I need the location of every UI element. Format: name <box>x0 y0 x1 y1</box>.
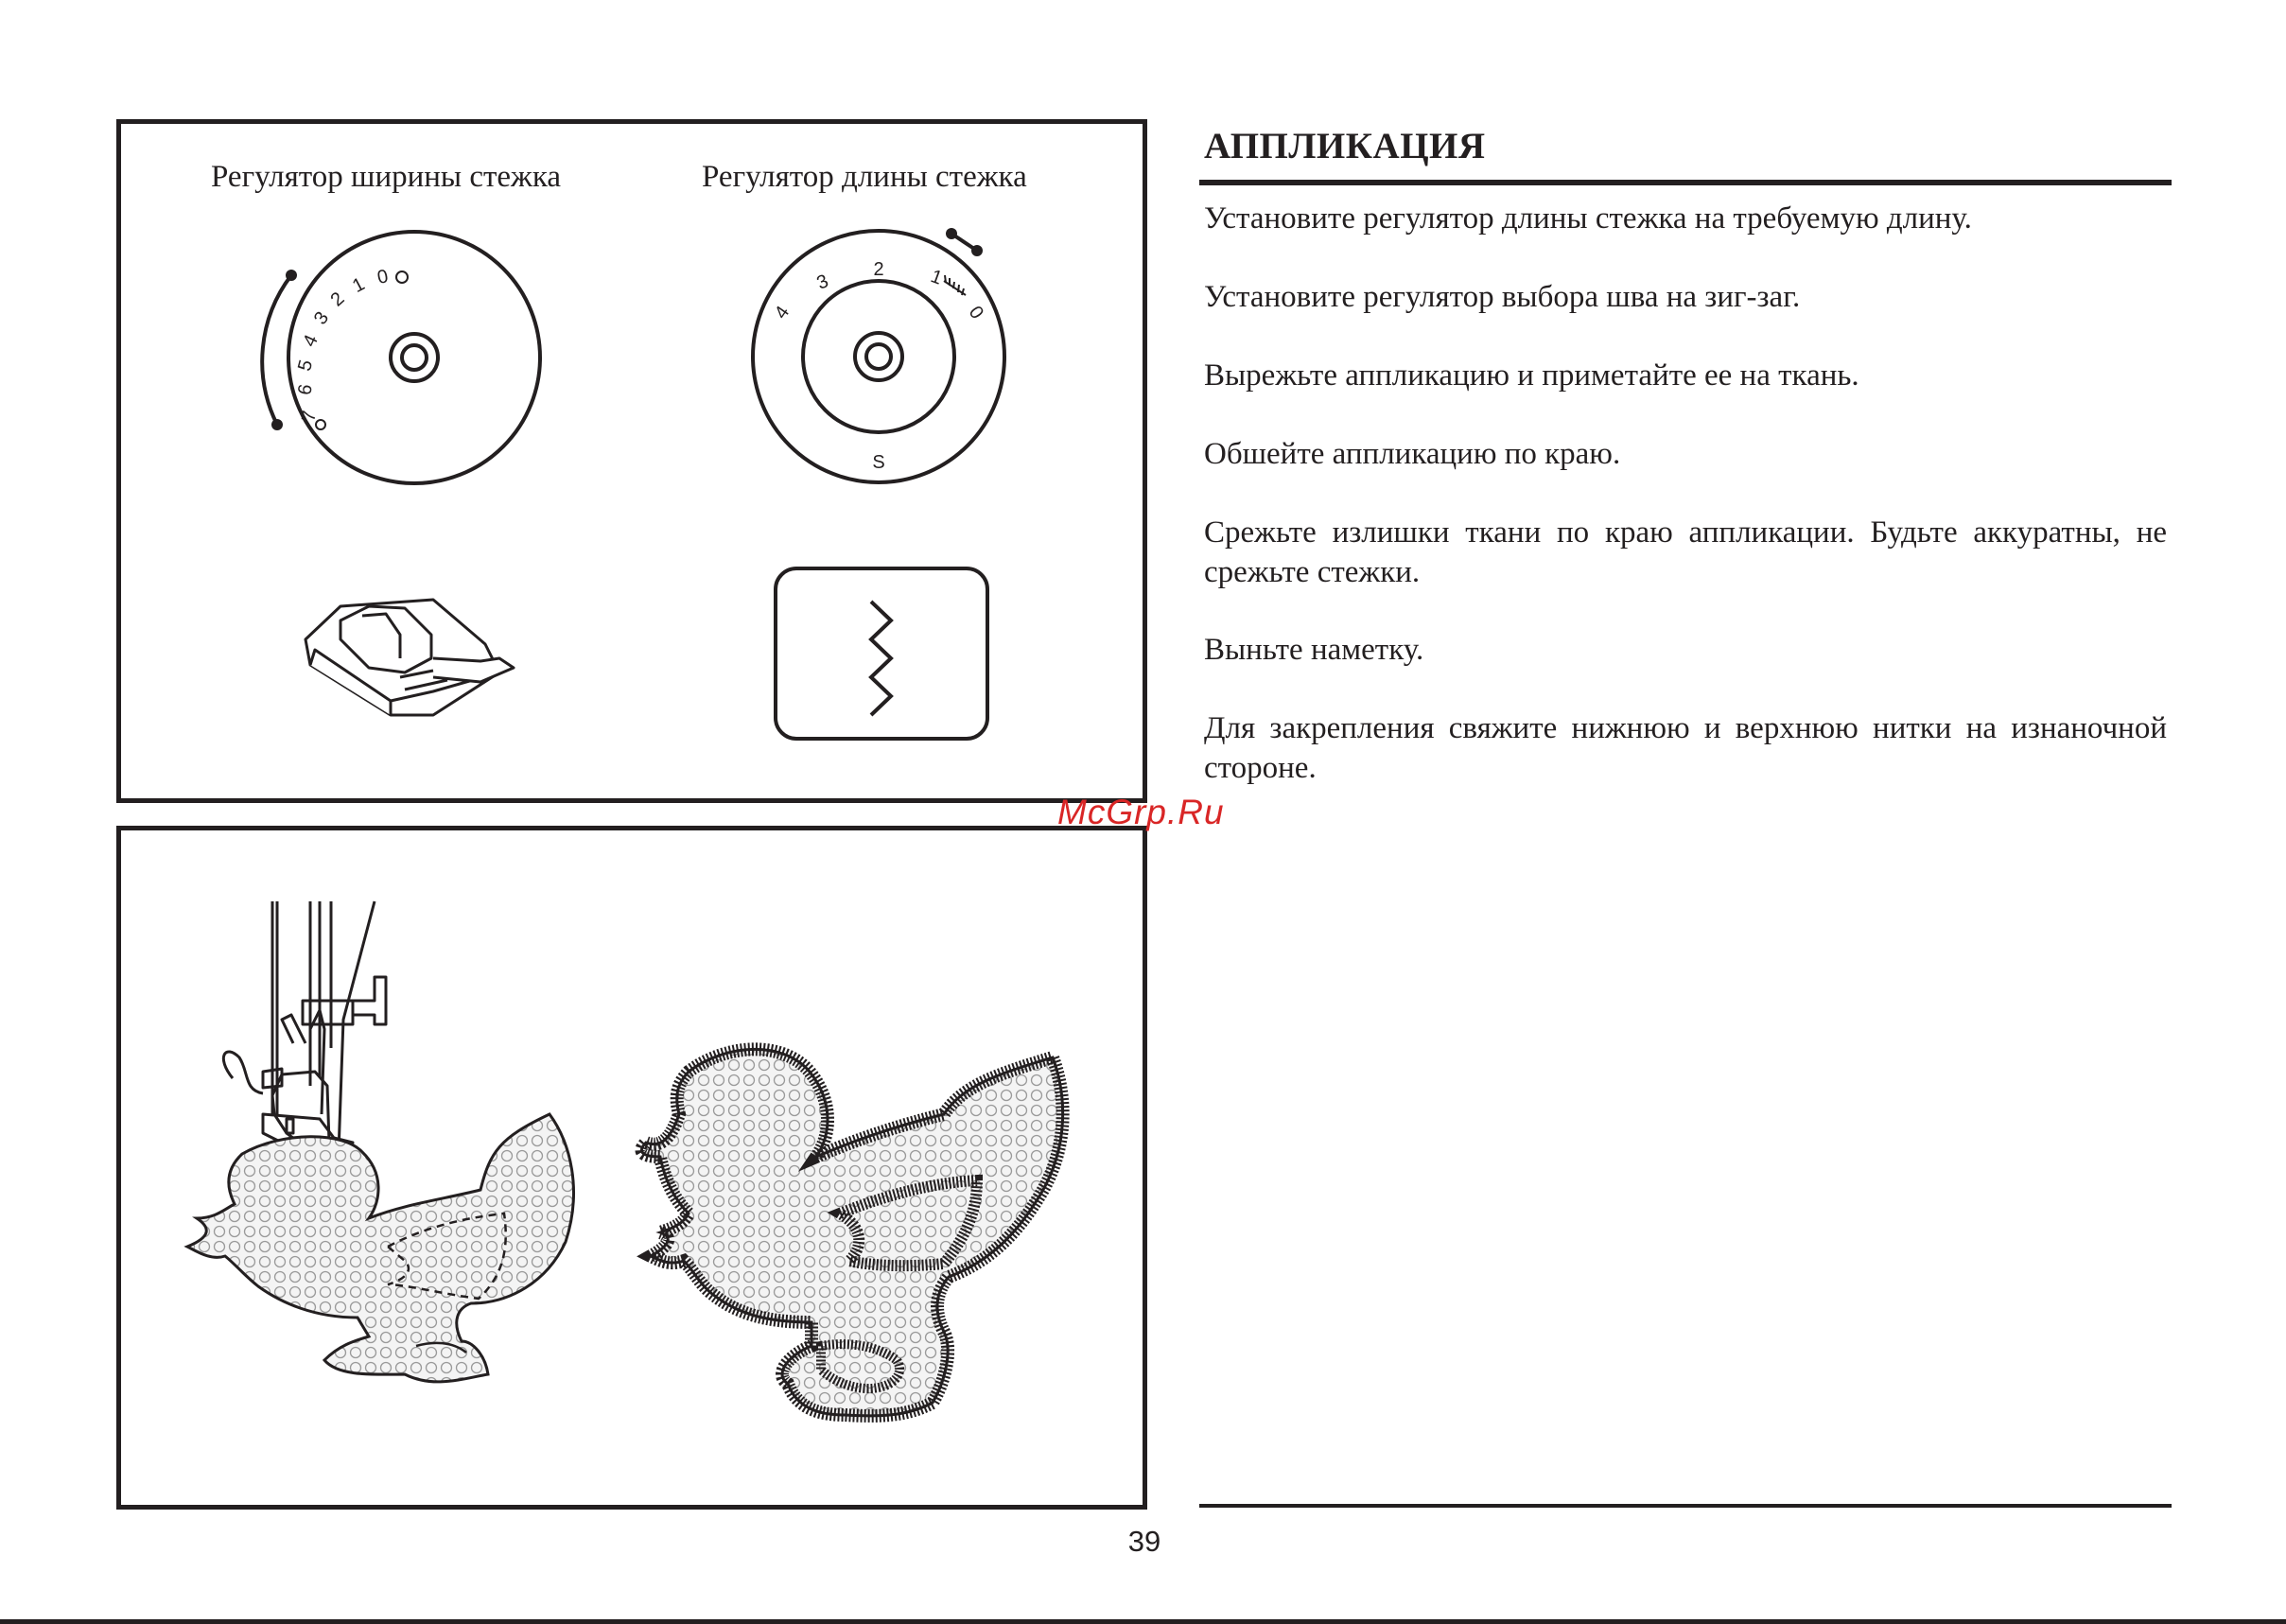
length-mark: 2 <box>873 259 884 280</box>
width-mark: 0 <box>375 266 391 289</box>
title-divider <box>1199 180 2172 185</box>
instruction-paragraph: Срежьте излишки ткани по краю аппликации. Будьте аккуратны, не срежьте стежки. <box>1204 515 2167 589</box>
duck-applique-finished-icon <box>641 1049 1062 1416</box>
width-mark: 3 <box>309 307 334 329</box>
width-mark: 1 <box>349 273 369 298</box>
width-mark: 5 <box>294 358 318 374</box>
applique-illustration-panel <box>116 826 1147 1510</box>
instruction-paragraph: Вырежьте аппликацию и приметайте ее на ткань. <box>1204 358 1859 393</box>
length-regulator-label: Регулятор длины стежка <box>702 160 1027 194</box>
zigzag-foot-icon <box>305 600 514 715</box>
section-title: АППЛИКАЦИЯ <box>1204 126 1486 166</box>
width-mark: 7 <box>298 409 321 424</box>
width-regulator-label: Регулятор ширины стежка <box>211 160 562 194</box>
width-mark: 6 <box>294 382 317 397</box>
length-mark: 3 <box>813 271 832 294</box>
bottom-edge <box>0 1619 2286 1624</box>
instruction-paragraph: Для закрепления свяжите нижнюю и верхнюю нитки на изнаночной стороне. <box>1204 711 2167 785</box>
instruction-paragraph: Обшейте аппликацию по краю. <box>1204 437 1621 471</box>
length-mark: 1 <box>928 266 946 289</box>
instruction-paragraph: Установите регулятор длины стежка на требуемую длину. <box>1204 201 1972 236</box>
settings-illustration-panel <box>116 119 1147 803</box>
instruction-paragraph: Установите регулятор выбора шва на зиг-заг. <box>1204 280 1801 314</box>
duck-applique-basted-icon <box>187 1114 573 1382</box>
width-mark: 2 <box>326 288 349 311</box>
length-mark: 4 <box>770 302 794 323</box>
length-mark: 0 <box>964 302 988 323</box>
watermark: McGrp.Ru <box>1057 793 1225 831</box>
width-dial-icon <box>262 232 540 483</box>
page-number: 39 <box>1127 1525 1161 1558</box>
bottom-divider <box>1199 1504 2172 1508</box>
instruction-paragraph: Выньте наметку. <box>1204 633 1424 667</box>
width-mark: 4 <box>299 331 323 351</box>
length-mark-s: S <box>872 452 885 473</box>
zigzag-stitch-icon <box>776 568 987 739</box>
